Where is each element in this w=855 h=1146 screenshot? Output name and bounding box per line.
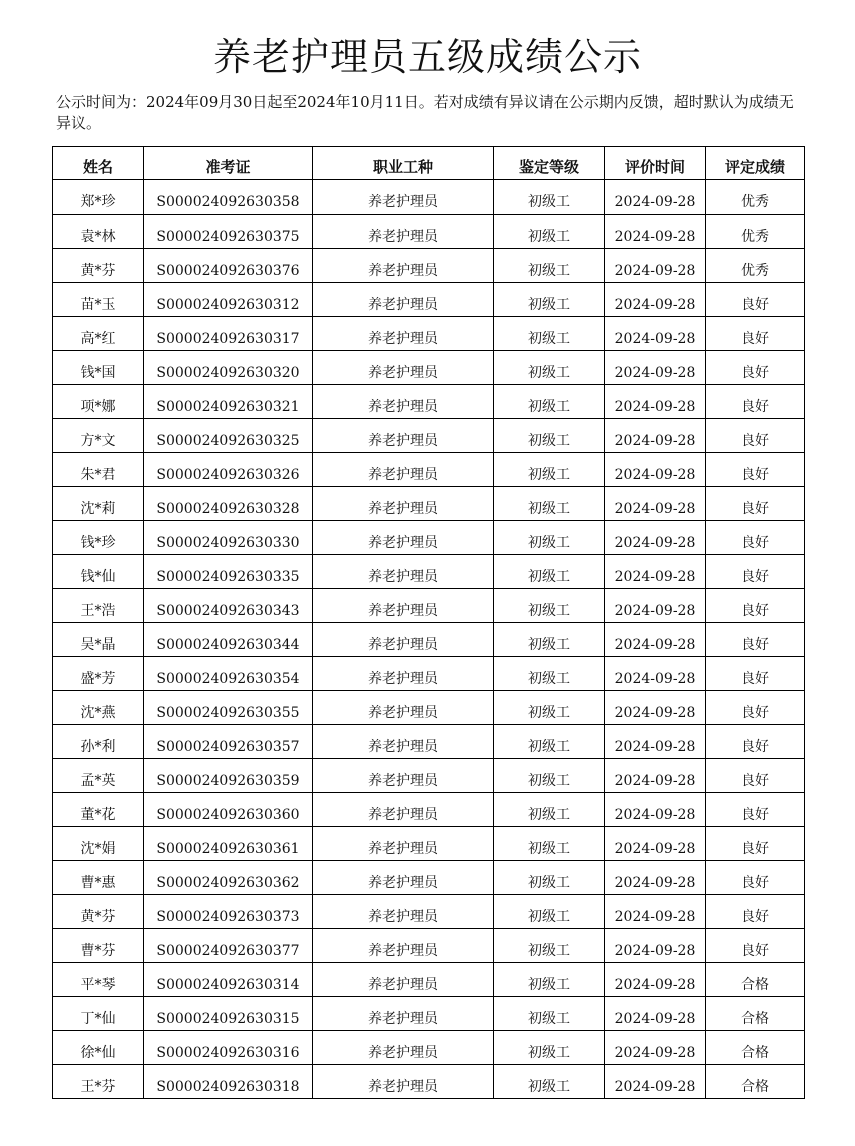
cell-name: 王*浩 [53,589,144,623]
cell-result: 良好 [706,555,805,589]
cell-name: 沈*娟 [53,827,144,861]
cell-level: 初级工 [494,657,605,691]
cell-result: 良好 [706,895,805,929]
table-row [53,997,805,1031]
cell-ticket-number: S000024092630317 [144,317,313,351]
cell-eval-date: 2024-09-28 [605,555,706,589]
cell-ticket-number: S000024092630358 [144,180,313,215]
cell-name: 黄*芬 [53,895,144,929]
cell-name: 钱*仙 [53,555,144,589]
cell-name: 吴*晶 [53,623,144,657]
table-row [53,657,805,691]
cell-occupation: 养老护理员 [313,963,494,997]
cell-name: 苗*玉 [53,283,144,317]
cell-level: 初级工 [494,215,605,249]
notice-text: 公示时间为：2024年09月30日起至2024年10月11日。若对成绩有异议请在公示期内反馈，超时默认为成绩无异议。 [56,93,794,132]
cell-level: 初级工 [494,351,605,385]
cell-occupation: 养老护理员 [313,555,494,589]
header-name: 姓名 [53,147,144,180]
page-title: 养老护理员五级成绩公示 [212,35,642,79]
table-row [53,623,805,657]
cell-ticket-number: S000024092630375 [144,215,313,249]
cell-eval-date: 2024-09-28 [605,249,706,283]
table-row [53,861,805,895]
cell-level: 初级工 [494,249,605,283]
cell-occupation: 养老护理员 [313,861,494,895]
cell-ticket-number: S000024092630330 [144,521,313,555]
cell-ticket-number: S000024092630335 [144,555,313,589]
cell-name: 钱*国 [53,351,144,385]
cell-ticket-number: S000024092630314 [144,963,313,997]
table-row [53,385,805,419]
cell-occupation: 养老护理员 [313,180,494,215]
cell-name: 董*花 [53,793,144,827]
cell-result: 良好 [706,351,805,385]
cell-result: 良好 [706,861,805,895]
cell-occupation: 养老护理员 [313,453,494,487]
cell-ticket-number: S000024092630315 [144,997,313,1031]
cell-result: 良好 [706,283,805,317]
cell-name: 盛*芳 [53,657,144,691]
cell-name: 朱*君 [53,453,144,487]
cell-eval-date: 2024-09-28 [605,1065,706,1099]
cell-ticket-number: S000024092630312 [144,283,313,317]
cell-occupation: 养老护理员 [313,589,494,623]
cell-level: 初级工 [494,453,605,487]
cell-level: 初级工 [494,963,605,997]
cell-level: 初级工 [494,180,605,215]
cell-level: 初级工 [494,283,605,317]
cell-ticket-number: S000024092630377 [144,929,313,963]
cell-level: 初级工 [494,827,605,861]
header-level: 鉴定等级 [494,147,605,180]
cell-name: 高*红 [53,317,144,351]
header-ticket-number: 准考证 [144,147,313,180]
cell-ticket-number: S000024092630359 [144,759,313,793]
cell-name: 沈*燕 [53,691,144,725]
cell-result: 合格 [706,1031,805,1065]
cell-ticket-number: S000024092630326 [144,453,313,487]
cell-occupation: 养老护理员 [313,759,494,793]
cell-result: 良好 [706,623,805,657]
cell-ticket-number: S000024092630360 [144,793,313,827]
cell-name: 徐*仙 [53,1031,144,1065]
cell-occupation: 养老护理员 [313,521,494,555]
cell-level: 初级工 [494,759,605,793]
cell-result: 优秀 [706,180,805,215]
cell-eval-date: 2024-09-28 [605,419,706,453]
table-row [53,963,805,997]
cell-level: 初级工 [494,691,605,725]
table-body [53,180,805,1099]
cell-name: 孙*利 [53,725,144,759]
cell-eval-date: 2024-09-28 [605,351,706,385]
cell-occupation: 养老护理员 [313,691,494,725]
cell-eval-date: 2024-09-28 [605,691,706,725]
cell-name: 郑*珍 [53,180,144,215]
cell-ticket-number: S000024092630343 [144,589,313,623]
cell-eval-date: 2024-09-28 [605,283,706,317]
cell-ticket-number: S000024092630361 [144,827,313,861]
cell-occupation: 养老护理员 [313,317,494,351]
cell-result: 良好 [706,521,805,555]
table-row [53,419,805,453]
cell-name: 丁*仙 [53,997,144,1031]
header-result: 评定成绩 [706,147,805,180]
table-row [53,1031,805,1065]
cell-level: 初级工 [494,385,605,419]
cell-occupation: 养老护理员 [313,997,494,1031]
cell-occupation: 养老护理员 [313,283,494,317]
cell-eval-date: 2024-09-28 [605,385,706,419]
cell-eval-date: 2024-09-28 [605,793,706,827]
cell-ticket-number: S000024092630376 [144,249,313,283]
cell-eval-date: 2024-09-28 [605,1031,706,1065]
cell-eval-date: 2024-09-28 [605,725,706,759]
table-row [53,555,805,589]
table-row [53,180,805,215]
cell-eval-date: 2024-09-28 [605,827,706,861]
table-row [53,249,805,283]
cell-occupation: 养老护理员 [313,351,494,385]
table-row [53,589,805,623]
cell-ticket-number: S000024092630344 [144,623,313,657]
cell-eval-date: 2024-09-28 [605,521,706,555]
cell-eval-date: 2024-09-28 [605,929,706,963]
cell-ticket-number: S000024092630362 [144,861,313,895]
table-row [53,521,805,555]
cell-name: 王*芬 [53,1065,144,1099]
cell-level: 初级工 [494,895,605,929]
cell-result: 合格 [706,1065,805,1099]
cell-ticket-number: S000024092630320 [144,351,313,385]
cell-occupation: 养老护理员 [313,623,494,657]
table-row [53,895,805,929]
table-row [53,317,805,351]
cell-occupation: 养老护理员 [313,1031,494,1065]
cell-level: 初级工 [494,793,605,827]
cell-level: 初级工 [494,1031,605,1065]
table-row [53,283,805,317]
cell-result: 良好 [706,725,805,759]
cell-level: 初级工 [494,861,605,895]
cell-name: 钱*珍 [53,521,144,555]
cell-occupation: 养老护理员 [313,487,494,521]
cell-result: 良好 [706,793,805,827]
cell-level: 初级工 [494,487,605,521]
cell-result: 良好 [706,453,805,487]
cell-result: 优秀 [706,249,805,283]
cell-eval-date: 2024-09-28 [605,657,706,691]
table-row [53,215,805,249]
cell-level: 初级工 [494,725,605,759]
table-row [53,827,805,861]
cell-ticket-number: S000024092630354 [144,657,313,691]
cell-result: 合格 [706,963,805,997]
cell-eval-date: 2024-09-28 [605,453,706,487]
cell-eval-date: 2024-09-28 [605,861,706,895]
cell-occupation: 养老护理员 [313,929,494,963]
cell-result: 合格 [706,997,805,1031]
header-occupation: 职业工种 [313,147,494,180]
table-row [53,1065,805,1099]
cell-result: 良好 [706,385,805,419]
cell-ticket-number: S000024092630357 [144,725,313,759]
cell-ticket-number: S000024092630355 [144,691,313,725]
cell-eval-date: 2024-09-28 [605,487,706,521]
table-row [53,759,805,793]
cell-level: 初级工 [494,589,605,623]
cell-occupation: 养老护理员 [313,725,494,759]
cell-eval-date: 2024-09-28 [605,759,706,793]
table-row [53,453,805,487]
cell-name: 项*娜 [53,385,144,419]
table-row [53,691,805,725]
table-row [53,929,805,963]
cell-name: 沈*莉 [53,487,144,521]
table-header-row [53,147,805,180]
cell-name: 平*琴 [53,963,144,997]
cell-eval-date: 2024-09-28 [605,589,706,623]
cell-name: 曹*惠 [53,861,144,895]
cell-eval-date: 2024-09-28 [605,623,706,657]
cell-eval-date: 2024-09-28 [605,997,706,1031]
cell-eval-date: 2024-09-28 [605,317,706,351]
cell-occupation: 养老护理员 [313,657,494,691]
cell-ticket-number: S000024092630373 [144,895,313,929]
cell-eval-date: 2024-09-28 [605,963,706,997]
cell-name: 方*文 [53,419,144,453]
cell-eval-date: 2024-09-28 [605,895,706,929]
cell-occupation: 养老护理员 [313,1065,494,1099]
cell-result: 良好 [706,419,805,453]
cell-result: 良好 [706,487,805,521]
cell-name: 袁*林 [53,215,144,249]
cell-ticket-number: S000024092630325 [144,419,313,453]
cell-name: 孟*英 [53,759,144,793]
results-table [52,146,805,1099]
cell-name: 黄*芬 [53,249,144,283]
cell-level: 初级工 [494,1065,605,1099]
cell-occupation: 养老护理员 [313,419,494,453]
cell-level: 初级工 [494,317,605,351]
cell-occupation: 养老护理员 [313,215,494,249]
cell-occupation: 养老护理员 [313,793,494,827]
cell-level: 初级工 [494,555,605,589]
cell-ticket-number: S000024092630328 [144,487,313,521]
cell-level: 初级工 [494,623,605,657]
cell-ticket-number: S000024092630318 [144,1065,313,1099]
cell-ticket-number: S000024092630316 [144,1031,313,1065]
cell-level: 初级工 [494,419,605,453]
cell-result: 良好 [706,759,805,793]
table-row [53,725,805,759]
table-row [53,351,805,385]
table-row [53,793,805,827]
cell-level: 初级工 [494,929,605,963]
cell-result: 良好 [706,317,805,351]
cell-occupation: 养老护理员 [313,827,494,861]
cell-result: 良好 [706,691,805,725]
cell-occupation: 养老护理员 [313,385,494,419]
cell-level: 初级工 [494,997,605,1031]
header-eval-date: 评价时间 [605,147,706,180]
cell-level: 初级工 [494,521,605,555]
cell-eval-date: 2024-09-28 [605,180,706,215]
cell-name: 曹*芬 [53,929,144,963]
cell-result: 良好 [706,827,805,861]
cell-occupation: 养老护理员 [313,249,494,283]
cell-occupation: 养老护理员 [313,895,494,929]
cell-result: 良好 [706,657,805,691]
cell-eval-date: 2024-09-28 [605,215,706,249]
table-row [53,487,805,521]
cell-result: 优秀 [706,215,805,249]
cell-result: 良好 [706,589,805,623]
cell-result: 良好 [706,929,805,963]
cell-ticket-number: S000024092630321 [144,385,313,419]
